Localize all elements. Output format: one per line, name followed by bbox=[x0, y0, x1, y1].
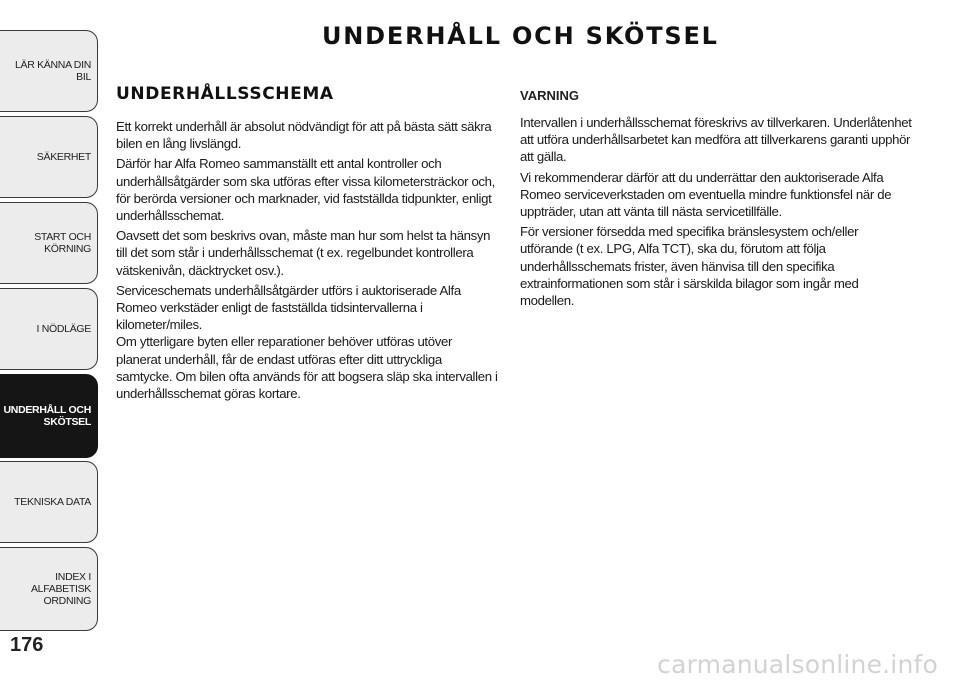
paragraph: Om ytterligare byten eller reparationer behöver utföras utöver planerat underhåll, får de endast utföras efter ditt uttryckliga samtycke. Om bilen ofta används för att bogsera släp ska intervallen i underhållsschemat göras kortare. bbox=[116, 334, 498, 402]
paragraph: Intervallen i underhållsschemat föreskrivs av tillverkaren. Underlåtenhet att utföra underhållsarbetet kan medföra att tillverkarens garanti upphör att gälla. bbox=[520, 115, 912, 165]
sidebar-tab-index-i-alfabetisk-ordning[interactable]: INDEX I ALFABETISK ORDNING bbox=[0, 547, 98, 631]
paragraph: Serviceschemats underhållsåtgärder utförs i auktoriserade Alfa Romeo verkstäder enligt de fastställda tidsintervallerna i kilometer/miles. bbox=[116, 282, 461, 333]
paragraph: För versioner försedda med specifika bränslesystem och/eller utförande (t ex. LPG, Alfa TCT), ska du, förutom att följa underhållsschemats frister, även hänvisa till den specifika extrainformationen som står i särskilda bilagor som ingår med modellen. bbox=[520, 224, 859, 309]
page-number: 176 bbox=[10, 634, 44, 656]
sidebar-tab-i-nodlage[interactable]: I NÖDLÄGE bbox=[0, 288, 98, 370]
warning-title: VARNING bbox=[520, 88, 579, 103]
paragraph: Oavsett det som beskrivs ovan, måste man hur som helst ta hänsyn till det som står i underhållsschemat (t ex. regelbundet kontrollera vätskenivån, däcktrycket osv.). bbox=[116, 228, 491, 278]
sidebar-tab-sakerhet[interactable]: SÄKERHET bbox=[0, 116, 98, 198]
sidebar-tab-tekniska-data[interactable]: TEKNISKA DATA bbox=[0, 461, 98, 543]
paragraph: Ett korrekt underhåll är absolut nödvändigt för att på bästa sätt säkra bilen en lång livslängd. bbox=[116, 119, 492, 152]
sidebar-tab-underhall-och-skotsel[interactable]: UNDERHÅLL OCH SKÖTSEL bbox=[0, 374, 98, 458]
watermark: carmanualsonline.info bbox=[657, 650, 938, 679]
section-title: UNDERHÅLLSSCHEMA bbox=[116, 84, 334, 104]
paragraph: Därför har Alfa Romeo sammanställt ett antal kontroller och underhållsåtgärder som ska utföras efter vissa kilometersträckor och, för berörda versioner och marknader, vid fastställda tidpunkter, enligt underhållsschemat. bbox=[116, 156, 495, 224]
sidebar-tab-lar-kanna-din-bil[interactable]: LÄR KÄNNA DIN BIL bbox=[0, 30, 98, 112]
paragraph: Vi rekommenderar därför att du underrättar den auktoriserade Alfa Romeo serviceverkstaden om eventuella mindre funktionsfel när de uppträder, utan att vänta till nästa servicetillfälle. bbox=[520, 169, 892, 220]
page-title: UNDERHÅLL OCH SKÖTSEL bbox=[322, 22, 719, 50]
left-column bbox=[116, 118, 500, 405]
sidebar-tab-start-och-korning[interactable]: START OCH KÖRNING bbox=[0, 202, 98, 284]
warning-column bbox=[520, 114, 912, 312]
